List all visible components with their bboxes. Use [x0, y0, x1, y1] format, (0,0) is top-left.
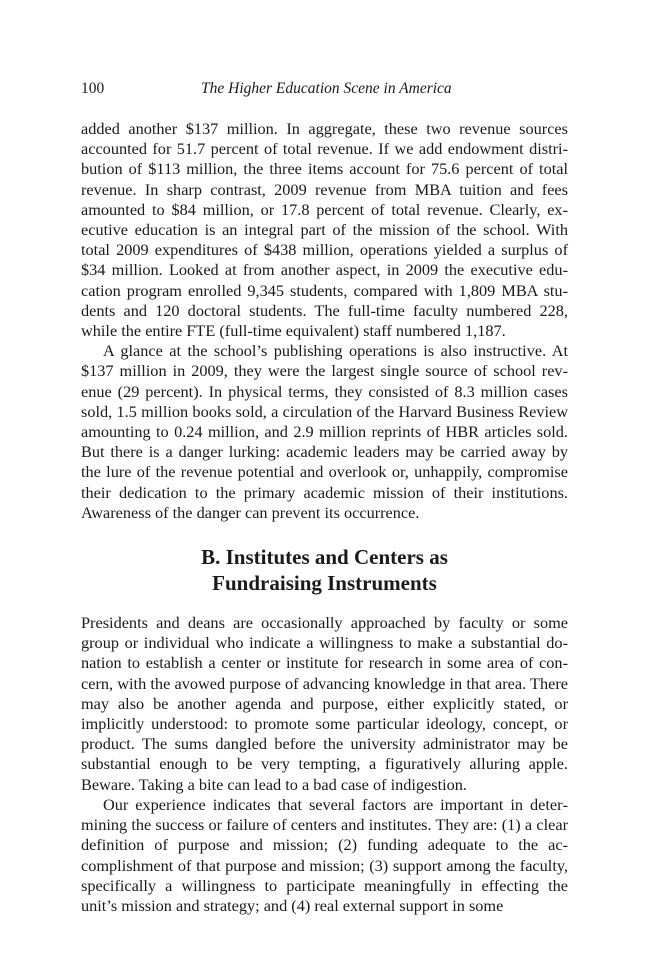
- running-header: [81, 78, 568, 100]
- section-heading-line-1: B. Institutes and Centers as: [201, 545, 448, 570]
- section-heading: [81, 544, 568, 596]
- paragraph-donation-approach: Presidents and deans are occasionally approached by faculty or some group or individual who indicate a willingness to make a substantial donation to establish a center or institute for research in some area of concern, with the avowed purpose of advancing knowledge in that area. There may also be another agenda and purpose, either explicitly stated, or implicitly understood: to promote some particular ideology, concept, or product. The sums dangled before the university administrator may be substantial enough to be very tempting, a figuratively alluring apple. Beware. Taking a bite can lead to a bad case of indigestion.: [81, 613, 568, 794]
- paragraph-revenue-summary: added another $137 million. In aggregate, these two revenue sources accounted for 51.7 percent of total revenue. If we add endowment distribution of $113 million, the three items account for 75.6 percent of total revenue. In sharp contrast, 2009 revenue from MBA tuition and fees amounted to $84 million, or 17.8 percent of total revenue. Clearly, executive education is an integral part of the mission of the school. With total 2009 expenditures of $438 million, operations yielded a surplus of $34 million. Looked at from another aspect, in 2009 the executive education program enrolled 9,345 students, compared with 1,809 MBA students and 120 doctoral students. The full-time faculty numbered 228, while the entire FTE (full-time equivalent) staff numbered 1,187.: [81, 119, 568, 341]
- page-number: 100: [81, 80, 105, 97]
- running-title: The Higher Education Scene in America: [201, 80, 452, 97]
- body-text: [81, 119, 568, 916]
- book-page: [81, 78, 568, 916]
- section-heading-line-2: Fundraising Instruments: [212, 571, 437, 596]
- paragraph-success-factors: Our experience indicates that several factors are important in determining the success or failure of centers and institutes. They are: (1) a clear definition of purpose and mission; (2) funding adequate to the accomplishment of that purpose and mission; (3) support among the faculty, specifically a willingness to participate meaningfully in effecting the unit’s mission and strategy; and (4) real external support in some: [81, 794, 568, 915]
- paragraph-publishing-operations: A glance at the school’s publishing operations is also instructive. At $137 million in 2009, they were the largest single source of school revenue (29 percent). In physical terms, they consisted of 8.3 million cases sold, 1.5 million books sold, a circulation of the Harvard Business Review amounting to 0.24 million, and 2.9 million reprints of HBR articles sold. But there is a danger lurking: academic leaders may be carried away by the lure of the revenue potential and overlook or, unhappily, compromise their dedication to the primary academic mission of their institutions. Awareness of the danger can prevent its occurrence.: [81, 341, 568, 522]
